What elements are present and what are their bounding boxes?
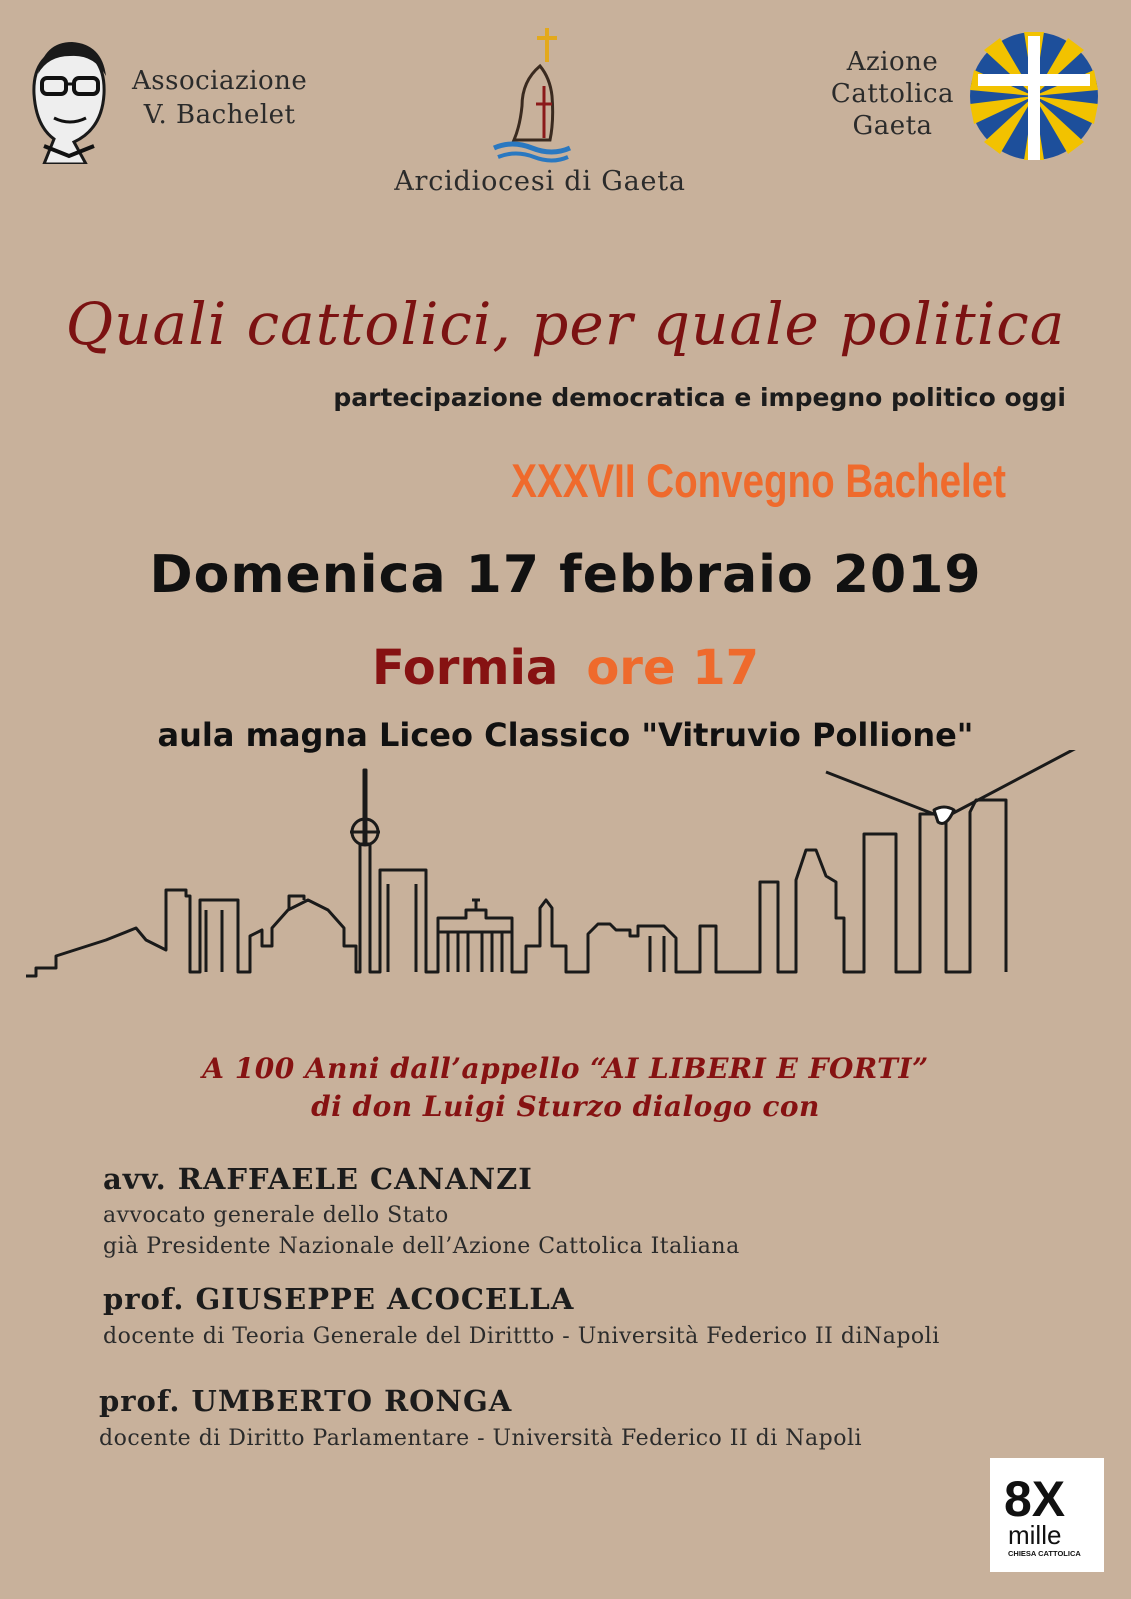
speaker-1-role-2: già Presidente Nazionale dell’Azione Cattolica Italiana (103, 1234, 740, 1259)
event-subtitle: partecipazione democratica e impegno politico oggi (333, 383, 1066, 412)
speaker-3-name: prof. UMBERTO RONGA (99, 1384, 513, 1418)
association-line-2: V. Bachelet (143, 100, 296, 130)
speaker-1-name: avv. RAFFAELE CANANZI (103, 1162, 533, 1196)
otto-digit: 8X (1004, 1471, 1066, 1527)
ac-line-2: Cattolica (830, 79, 955, 109)
otto-per-mille-graphic (990, 1458, 1104, 1572)
convegno-label: XXXVII Convegno Bachelet (511, 454, 1006, 507)
speaker-1-role-1: avvocato generale dello Stato (103, 1203, 449, 1228)
intro-line-2: di don Luigi Sturzo dialogo con (311, 1090, 820, 1123)
arcidiocesi-logo (492, 26, 572, 166)
speaker-2-role-1: docente di Teoria Generale del Dirittto - Università Federico II diNapoli (103, 1324, 940, 1349)
speaker-2-name: prof. GIUSEPPE ACOCELLA (103, 1282, 575, 1316)
arcidiocesi-name: Arcidiocesi di Gaeta (394, 166, 686, 197)
intro-line-1: A 100 Anni dall’appello “AI LIBERI E FORTI” (202, 1052, 929, 1085)
ac-line-1: Azione (846, 47, 939, 77)
azione-cattolica-logo (968, 30, 1100, 162)
association-name (132, 64, 307, 132)
association-line-1: Associazione (132, 66, 308, 96)
event-venue: aula magna Liceo Classico "Vitruvio Pollione" (157, 716, 974, 754)
speaker-3-role-1: docente di Diritto Parlamentare - Università Federico II di Napoli (99, 1426, 863, 1451)
ac-line-3: Gaeta (852, 111, 933, 141)
place-time-row (0, 640, 1131, 696)
speakers-intro (0, 1050, 1131, 1126)
otto-per-mille-logo (990, 1458, 1104, 1572)
azione-cattolica-name (825, 46, 960, 142)
event-date: Domenica 17 febbraio 2019 (149, 545, 982, 605)
event-time: ore 17 (586, 640, 760, 696)
bachelet-portrait-logo (24, 34, 114, 164)
chiesa-cattolica-label: CHIESA CATTOLICA (1008, 1549, 1081, 1558)
event-title: Quali cattolici, per quale politica (65, 290, 1066, 358)
mille-word: mille (1008, 1520, 1062, 1550)
city-skyline-illustration (26, 750, 1106, 1010)
event-place: Formia (371, 640, 559, 696)
